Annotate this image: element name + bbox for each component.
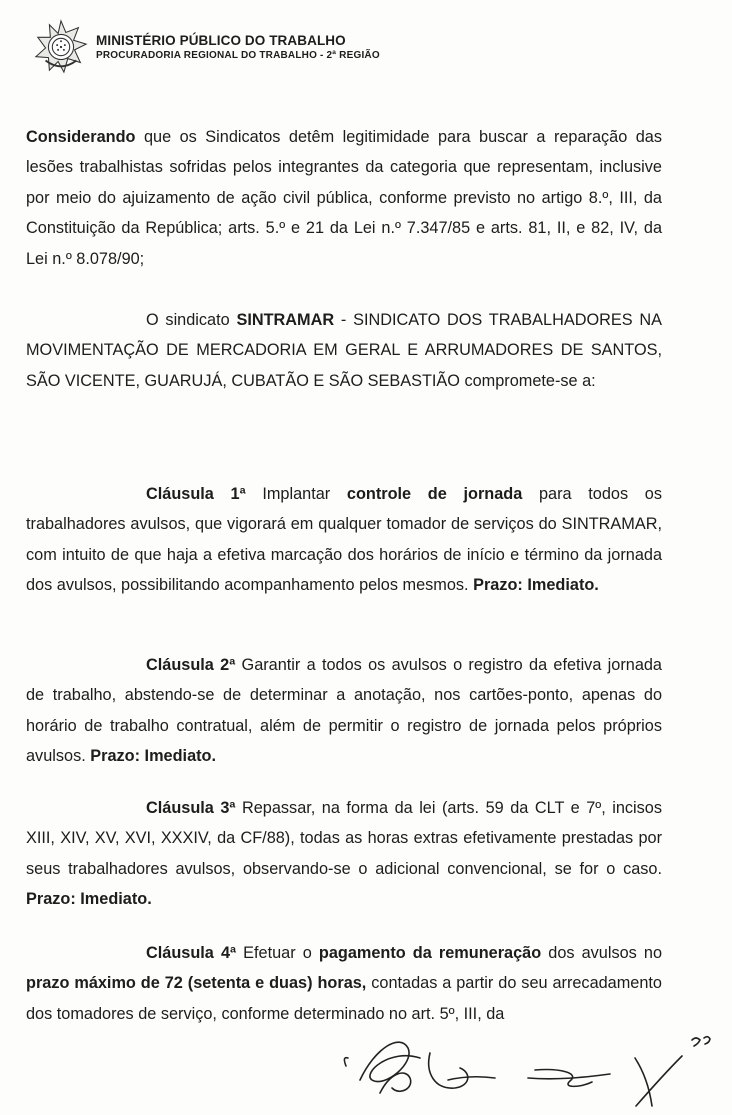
clause-text: contadas a partir do seu arrecadamento dos tomadores de serviço, conforme determinado no art. 5º, III, da: [26, 974, 662, 1023]
clause-bold: prazo máximo de 72 (setenta e duas) horas,: [26, 974, 367, 993]
union-text-before: O sindicato: [146, 311, 237, 329]
union-text-after: - SINDICATO DOS TRABALHADORES NA MOVIMENTAÇÃO DE MERCADORIA EM GERAL E ARRUMADORES DE SANTOS, SÃO VICENTE, GUARUJÁ, CUBATÃO E SÃO SEBASTIÃO compromete-se a:: [26, 311, 662, 390]
clause-4: [26, 938, 662, 1029]
letterhead: [32, 18, 380, 76]
clause-deadline: Prazo: Imediato.: [90, 747, 217, 766]
clause-2: [26, 650, 662, 772]
org-name: MINISTÉRIO PÚBLICO DO TRABALHO: [96, 32, 346, 48]
intro-text: que os Sindicatos detêm legitimidade para buscar a reparação das lesões trabalhistas sofridas pelos integrantes da categoria que representam, inclusive por meio do ajuizamento de ação civil pública, conforme previsto no artigo 8.º, III, da Constituição da República; arts. 5.º e 21 da Lei n.º 7.347/85 e arts. 81, II, e 82, IV, da Lei n.º 8.078/90;: [26, 128, 662, 268]
handwritten-initials: [330, 1018, 730, 1113]
coat-of-arms-icon: [32, 18, 90, 76]
clause-text: dos avulsos no: [541, 944, 663, 962]
clause-text: Garantir a todos os avulsos o registro da efetiva jornada de trabalho, abstendo-se de determinar a anotação, nos cartões-ponto, apenas do horário de trabalho contratual, além de permitir o registro de jornada pelos próprios avulsos.: [26, 656, 662, 766]
clause-text: Repassar, na forma da lei (arts. 59 da CLT e 7º, incisos XIII, XIV, XV, XVI, XXXIV, da CF/88), todas as horas extras efetivamente prestadas por seus trabalhadores avulsos, observando-se o adicional convencional, se for o caso.: [26, 799, 662, 878]
union-paragraph: [26, 305, 662, 396]
clause-text: Efetuar o: [236, 944, 319, 962]
intro-bold-start: Considerando: [26, 128, 136, 146]
clause-label: Cláusula 2ª: [146, 656, 236, 674]
clause-3: [26, 793, 662, 915]
org-subtitle: PROCURADORIA REGIONAL DO TRABALHO - 2ª REGIÃO: [96, 49, 380, 61]
clause-text: para todos os trabalhadores avulsos, que vigorará em qualquer tomador de serviços do SINTRAMAR, com intuito de que haja a efetiva marcação dos horários de início e término da jornada dos avulsos, possibilitando acompanhamento pelos mesmos.: [26, 485, 662, 595]
clause-text: Implantar: [245, 485, 347, 503]
clause-label: Cláusula 3ª: [146, 799, 236, 817]
union-bold-name: SINTRAMAR: [236, 311, 335, 329]
clause-bold: pagamento da remuneração: [318, 944, 542, 962]
clause-bold: controle de jornada: [346, 485, 523, 503]
clause-deadline: Prazo: Imediato.: [473, 576, 599, 595]
intro-paragraph: [26, 122, 662, 274]
clause-deadline: Prazo: Imediato.: [26, 890, 152, 909]
clause-1: [26, 479, 662, 601]
clause-label: Cláusula 4ª: [146, 944, 237, 962]
clause-label: Cláusula 1ª: [146, 485, 246, 503]
